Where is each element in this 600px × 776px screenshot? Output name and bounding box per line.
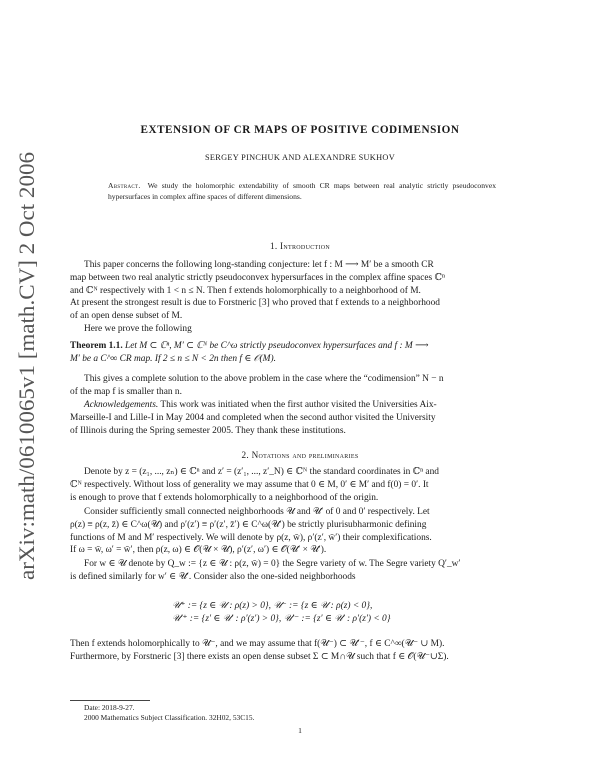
text-line: is enough to prove that f extends holomorphically to a neighborhood of the origin.: [70, 492, 379, 503]
footnote-date: Date: 2018-9-27.: [84, 703, 135, 712]
text-line: of the map f is smaller than n.: [70, 386, 182, 397]
text-line: ℂᴺ respectively. Without loss of generality we may assume that 0 ∈ M, 0′ ∈ M′ and f(0) = 0′. It: [70, 479, 429, 490]
notation-paragraph-4: [70, 638, 530, 664]
equation-line-2: 𝒰′⁺ := {z′ ∈ 𝒰′ : ρ′(z′) > 0}, 𝒰′⁻ := {z′ ∈ 𝒰′ : ρ′(z′) < 0}: [172, 614, 391, 624]
intro-paragraph-3: [70, 373, 530, 399]
arxiv-stamp-svg: [4, 150, 44, 580]
theorem-line-1: [70, 340, 530, 353]
abstract-line-2: strictly pseudoconvex hypersurfaces in complex affine spaces of different dimensions.: [108, 181, 496, 201]
abstract: [108, 180, 496, 202]
theorem-line-2: M′ be a C^∞ CR map. If 2 ≤ n ≤ N < 2n then f ∈ 𝒪(M).: [70, 353, 276, 364]
acknowledgements-text: This work was initiated when the first author visited the Universities Aix-: [160, 400, 437, 410]
acknowledgements-label: Acknowledgements.: [84, 400, 159, 410]
paper-authors: SERGEY PINCHUK AND ALEXANDRE SUKHOV: [205, 153, 395, 162]
intro-paragraph-2: [70, 323, 530, 336]
text-line: map between two real analytic strictly pseudoconvex hypersurfaces in the complex affine spaces ℂⁿ: [70, 272, 445, 283]
text-line: Denote by z = (z₁, ..., zₙ) ∈ ℂⁿ and z′ = (z′₁, ..., z′_N) ∈ ℂᴺ the standard coordinates in ℂⁿ and: [84, 467, 439, 477]
section-2-heading: 2. Notations and preliminaries: [241, 450, 359, 460]
display-equation: [172, 600, 472, 626]
text-line: Then f extends holomorphically to 𝒰⁻, and we may assume that f(𝒰⁻) ⊂ 𝒰′⁻, f ∈ C^∞(𝒰⁻ ∪ M).: [70, 639, 445, 649]
arxiv-identifier-stamp: [4, 150, 44, 580]
text-line: Furthermore, by Forstneric [3] there exists an open dense subset Σ ⊂ M∩𝒰 such that f ∈ 𝒪(𝒰⁻∪Σ).: [70, 651, 449, 662]
paper-title: EXTENSION OF CR MAPS OF POSITIVE CODIMENSION: [140, 124, 460, 136]
text-line: At present the strongest result is due to Forstneric [3] who proved that f extends to a neighborhood: [70, 298, 440, 309]
footnote-msc: 2000 Mathematics Subject Classification. 32H02, 53C15.: [84, 713, 255, 722]
notation-paragraph-1: [70, 466, 530, 504]
notation-paragraph-3: [70, 558, 530, 584]
text-line: functions of M and M′ respectively. We will denote by ρ(z, w̄), ρ′(z′, w̄′) their complexifications.: [70, 532, 432, 543]
text-line: [70, 399, 530, 412]
text-line: and ℂᴺ respectively with 1 < n ≤ N. Then f extends holomorphically to a neighborhood of M.: [70, 285, 421, 296]
page-number: 1: [298, 726, 302, 735]
theorem-text: Let M ⊂ ℂⁿ, M′ ⊂ ℂᴺ be C^ω strictly pseudoconvex hypersurfaces and f : M ⟶: [125, 341, 429, 351]
footnote-rule: [70, 700, 150, 701]
intro-paragraph-1: [70, 259, 530, 323]
abstract-line-1: We study the holomorphic extendability of smooth CR maps between real analytic: [147, 181, 424, 190]
text-line: ρ(z) ≡ ρ(z, z̄) ∈ C^ω(𝒰) and ρ′(z′) ≡ ρ′(z′, z̄′) ∈ C^ω(𝒰′) be strictly plurisubharmonic defining: [70, 519, 427, 530]
section-1-heading: 1. Introduction: [269, 241, 331, 251]
notation-paragraph-2: [70, 506, 530, 557]
arxiv-stamp-text: arXiv:math/0610065v1 [math.CV] 2 Oct 2006: [14, 171, 39, 580]
text-line: Marseille-I and Lille-I in May 2004 and completed when the second author visited the University: [70, 412, 436, 423]
text-line: This paper concerns the following long-standing conjecture: let f : M ⟶ M′ be a smooth CR: [84, 260, 434, 270]
text-line: is defined similarly for w′ ∈ 𝒰′. Consider also the one-sided neighborhoods: [70, 571, 356, 582]
acknowledgements: [70, 399, 530, 437]
text-line: If ω = w̄, ω′ = w̄′, then ρ(z, ω) ∈ 𝒪(𝒰 × 𝒰), ρ′(z′, ω′) ∈ 𝒪(𝒰′ × 𝒰′).: [70, 545, 327, 556]
text-line: This gives a complete solution to the above problem in the case where the “codimension” N − n: [84, 374, 444, 384]
text-line: For w ∈ 𝒰 denote by Q_w := {z ∈ 𝒰 : ρ(z, w̄) = 0} the Segre variety of w. The Segre variety Q′_w′: [84, 559, 461, 569]
text-line: of Illinois during the Spring semester 2005. They thank these institutions.: [70, 425, 346, 436]
equation-line-1: 𝒰⁺ := {z ∈ 𝒰 : ρ(z) > 0}, 𝒰⁻ := {z ∈ 𝒰 : ρ(z) < 0},: [172, 601, 373, 611]
text-line: of an open dense subset of M.: [70, 311, 183, 322]
theorem-label: Theorem 1.1.: [70, 341, 123, 351]
text-line: Here we prove the following: [84, 324, 192, 334]
theorem-1-1: [70, 340, 530, 366]
abstract-label: Abstract.: [108, 181, 141, 190]
text-line: Consider sufficiently small connected neighborhoods 𝒰 and 𝒰′ of 0 and 0′ respectively. Let: [84, 507, 430, 517]
